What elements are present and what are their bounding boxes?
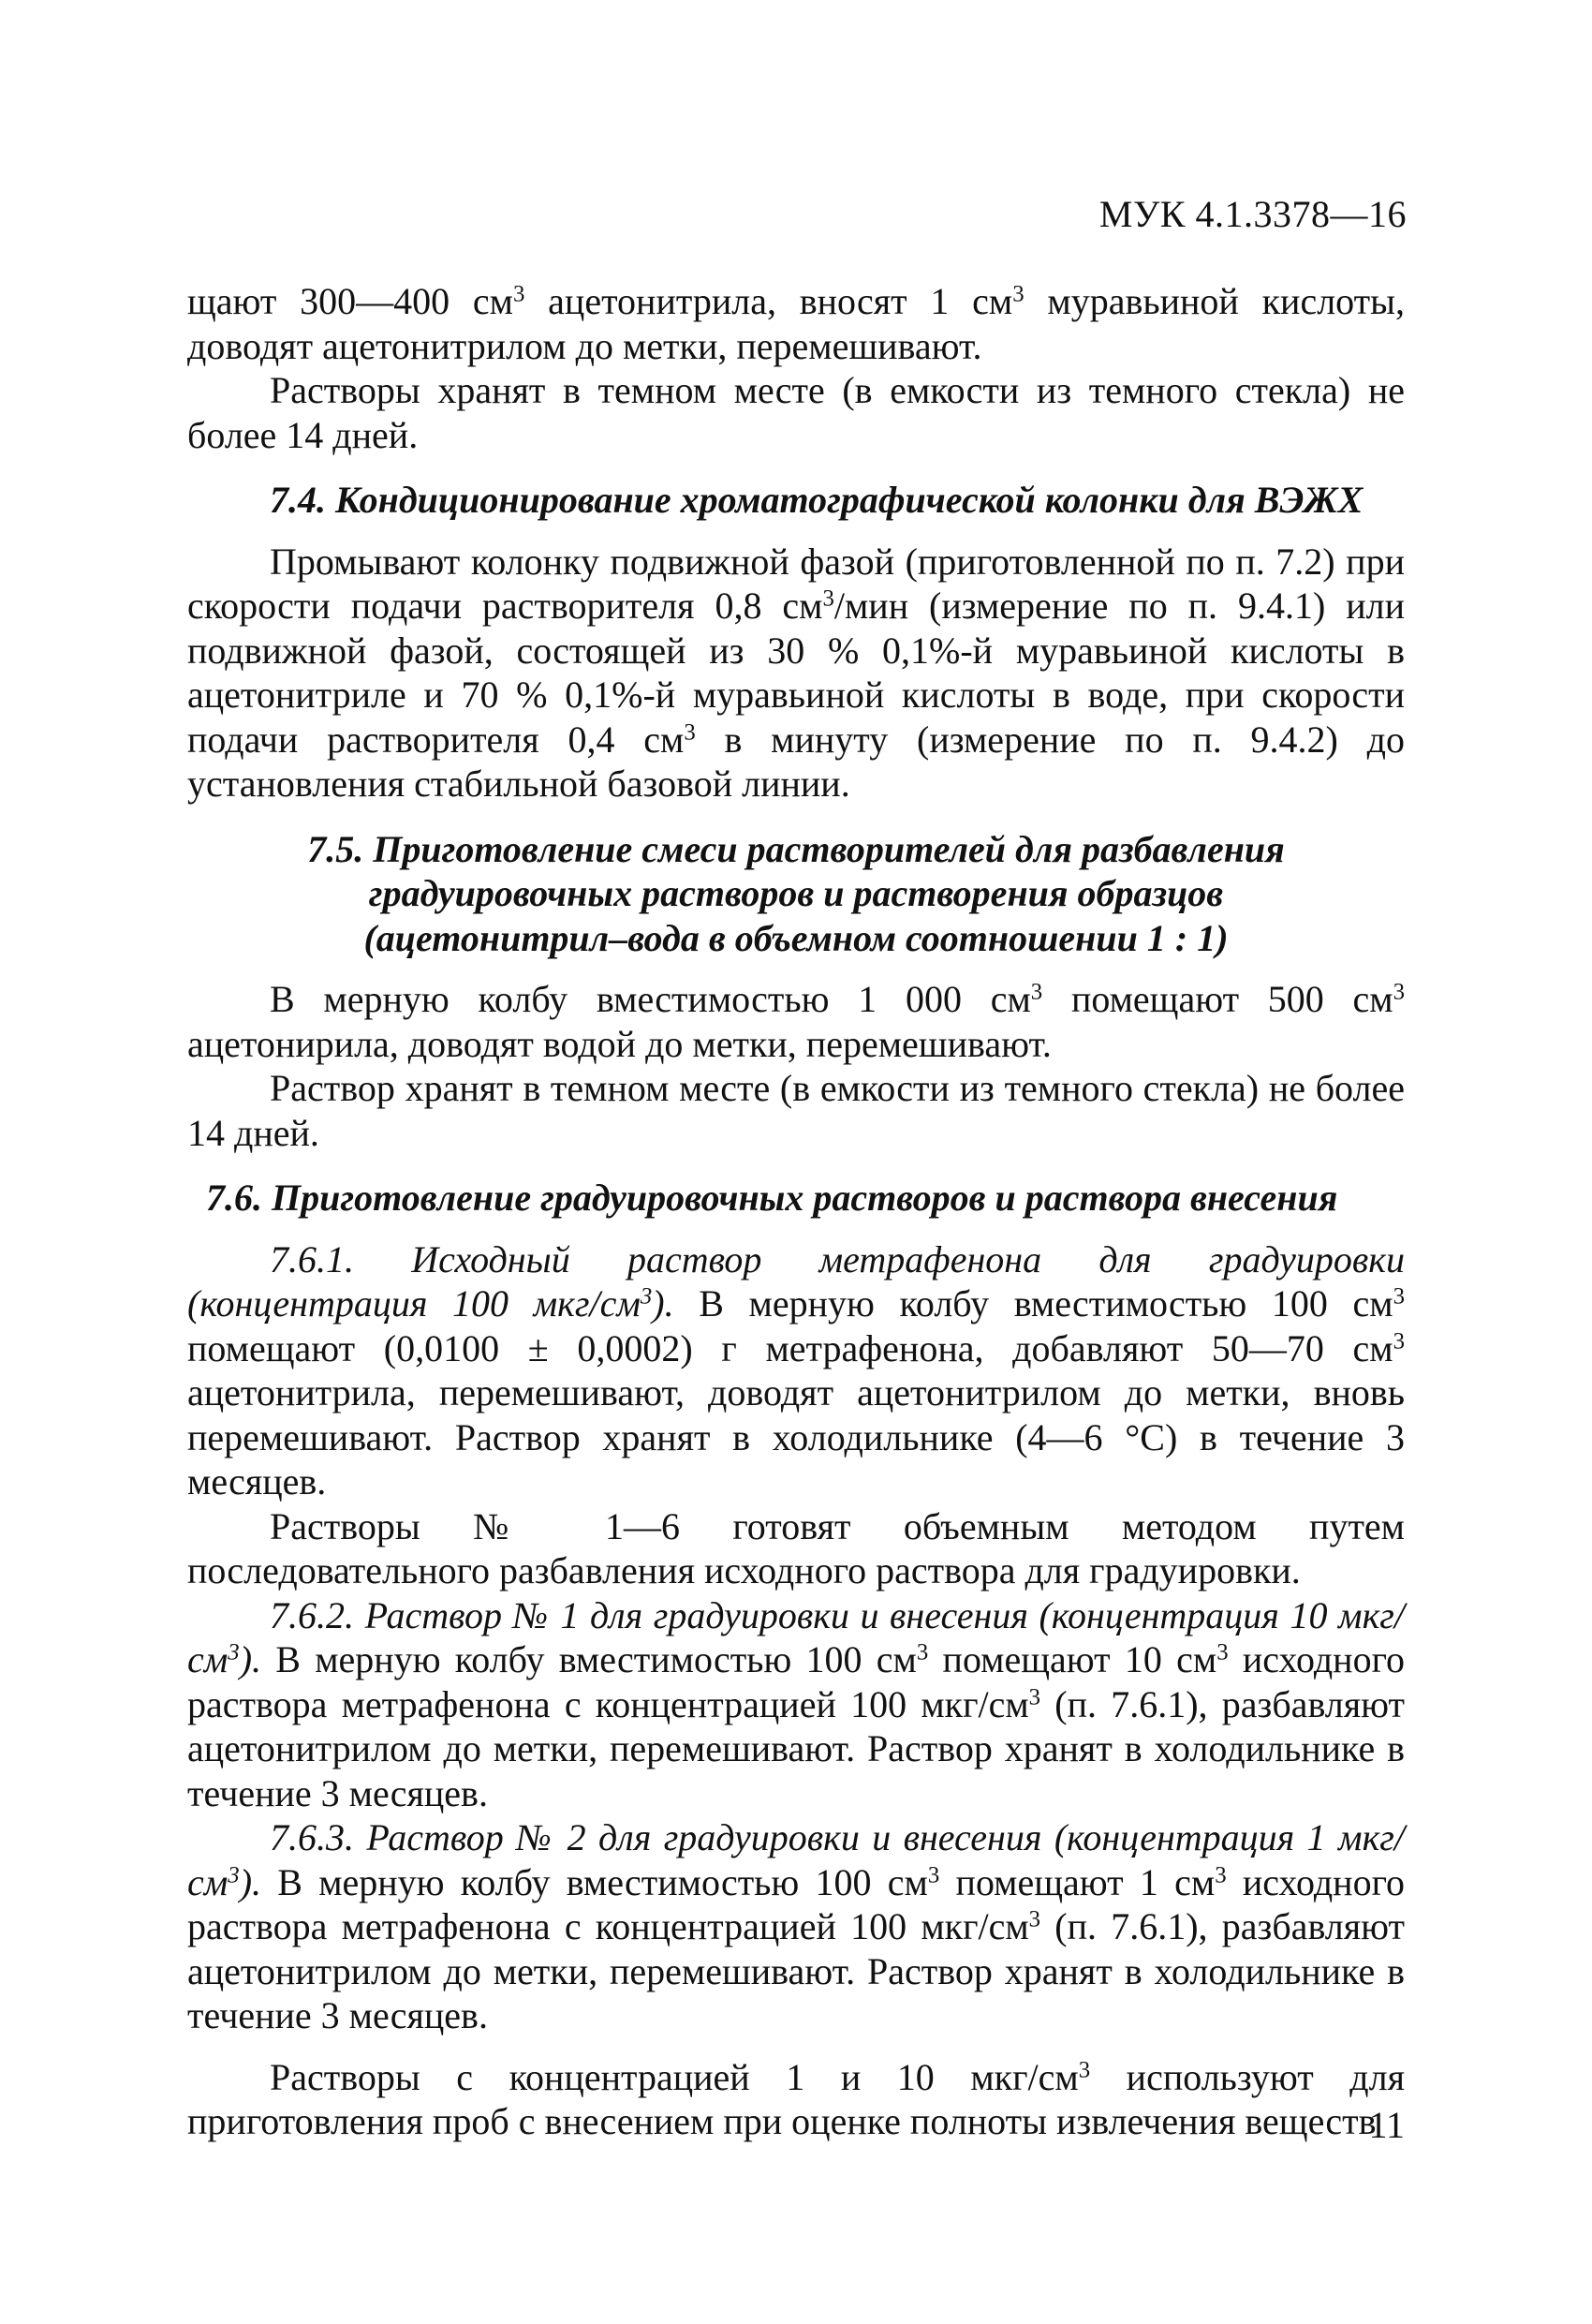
superscript-3: 3 <box>927 1861 940 1887</box>
paragraph-solvent-mix: В мерную колбу вместимостью 1 000 $см^3$ помещают 500 $см^3$ ацетонирила, доводят водой до метки, перемешивают. <box>187 978 1406 1065</box>
paragraph-usage-note: Растворы с концентрацией 1 и 10 мкг/$см^3$ используют для приготовления проб с внесением при оценке полноты извлечения веществ <box>187 2055 1405 2142</box>
superscript-3: 3 <box>1030 979 1043 1005</box>
document-code-header: МУК 4.1.3378—16 <box>1098 193 1407 235</box>
paragraph-dilution-method: Растворы № 1—6 готовят объемным методом путем последовательного разбавления исходного раствора для градуировки. <box>187 1504 1405 1591</box>
section-heading-7-5-line2: градуировочных растворов и растворения образцов <box>368 872 1224 914</box>
paragraph-7-6-3: 7.6.3. Раствор № 2 для градуировки и внесения (концентрация 1 мкг/$см^3$). В мерную колбу вместимостью 100 $см^3$ помещают 1 $см^3$ исходного раствора метрафенона с концентрацией 100 мкг/$см^3$ (п. 7.6.1), разбавляют ацетонитрилом до метки, перемешивают. Раствор хранят в холодильнике в течение 3 месяцев. <box>187 1816 1406 2036</box>
document-body <box>187 279 1405 2144</box>
superscript-3: 3 <box>822 585 834 612</box>
section-heading-7-5-line1: 7.5. Приготовление смеси растворителей для разбавления <box>307 827 1285 870</box>
paragraph-continuation: щают 300—400 $см^3$ ацетонитрила, вносят 1 $см^3$ муравьиной кислоты, доводят ацетонитрилом до метки, перемешивают. <box>187 280 1405 367</box>
superscript-3: 3 <box>1028 1906 1041 1932</box>
paragraph-7-6-1: 7.6.1. Исходный раствор метрафенона для градуировки (концентрация 100 мкг/$см^3$). В мерную колбу вместимостью 100 $см^3$ помещают (0,0100 ± 0,0002) г метрафенона, добавляют 50––70 $см^3$ ацетонитрила, перемешивают, доводят ацетонитрилом до метки, вновь перемешивают. Раствор хранят в холодильнике (4—6 °С) в течение 3 месяцев. <box>187 1237 1405 1502</box>
paragraph-storage-note: Растворы хранят в темном месте (в емкости из темного стекла) не более 14 дней. <box>187 369 1405 456</box>
superscript-3: 3 <box>228 1639 240 1665</box>
superscript-3: 3 <box>1216 1639 1229 1665</box>
superscript-3: 3 <box>1393 1327 1405 1354</box>
section-heading-7-5 <box>187 827 1405 961</box>
superscript-3: 3 <box>1078 2056 1091 2082</box>
superscript-3: 3 <box>916 1639 929 1665</box>
paragraph-storage-note-2: Раствор хранят в темном месте (в емкости из темного стекла) не более 14 дней. <box>187 1067 1405 1154</box>
superscript-3: 3 <box>684 718 696 745</box>
superscript-3: 3 <box>1028 1683 1041 1710</box>
superscript-3: 3 <box>1012 281 1024 307</box>
paragraph-column-conditioning: Промывают колонку подвижной фазой (приготовленной по п. 7.2) при скорости подачи растворителя 0,8 $см^3$/мин (измерение по п. 9.4.1) или подвижной фазой, состоящей из 30 % 0,1%-й муравьиной кислоты в ацетонитриле и 70 % 0,1%-й муравьиной кислоты в воде, при скорости подачи растворителя 0,4 $см^3$ в минуту (измерение по п. 9.4.2) до установления стабильной базовой линии. <box>187 540 1406 805</box>
superscript-3: 3 <box>1393 979 1406 1005</box>
section-heading-7-4: 7.4. Кондиционирование хроматографической колонки для ВЭЖХ <box>270 479 1364 521</box>
section-heading-7-6: 7.6. Приготовление градуировочных растворов и раствора внесения <box>206 1177 1338 1219</box>
paragraph-7-6-2: 7.6.2. Раствор № 1 для градуировки и внесения (концентрация 10 мкг/$см^3$). В мерную колбу вместимостью 100 $см^3$ помещают 10 $см^3$ исходного раствора метрафенона с концентрацией 100 мкг/$см^3$ (п. 7.6.1), разбавляют ацетонитрилом до метки, перемешивают. Раствор хранят в холодильнике в течение 3 месяцев. <box>187 1593 1406 1814</box>
page-number: 11 <box>1368 2104 1405 2146</box>
superscript-3: 3 <box>1215 1861 1227 1887</box>
superscript-3: 3 <box>513 281 525 307</box>
superscript-3: 3 <box>228 1861 240 1887</box>
section-heading-7-5-line3: (ацетонитрил–вода в объемном соотношении 1 : 1) <box>363 916 1229 959</box>
superscript-3: 3 <box>1393 1283 1405 1310</box>
superscript-3: 3 <box>640 1283 653 1310</box>
